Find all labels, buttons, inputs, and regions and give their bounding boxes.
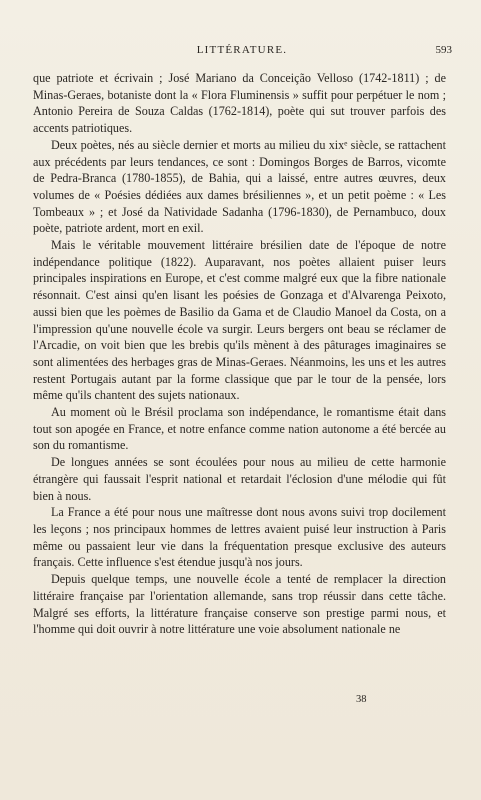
paragraph: Au moment où le Brésil proclama son indépendance, le romantisme était dans tout son apogée en France, et notre enfance comme nation autonome a été bercée au son du romantisme. (33, 405, 446, 453)
paragraph: Mais le véritable mouvement littéraire brésilien date de l'époque de notre indépendance politique (1822). Auparavant, nos poètes allaient puiser leurs principales inspirations en Europe, et c'est comme malgré eux que la fibre nationale résonnait. C'est ainsi qu'en lisant les poésies de Gonzaga et d'Alvarenga Peixoto, aussi bien que les poèmes de Basilio da Gama et de Claudio Manoel da Costa, on a l'impression qu'une nouvelle école va surgir. Leurs bergers ont beau se réclamer de l'Arcadie, on voit bien que les brebis qu'ils mènent à des pâturages imaginaires se sont alimentées des herbages gras de Minas-Geraes. Néanmoins, les uns et les autres restent Portugais autant par la forme classique que par le tour de la pensée, lors même qu'ils chantent des sujets nationaux. (33, 238, 446, 403)
page-header (32, 44, 452, 60)
page-number: 593 (435, 44, 452, 56)
paragraph: Depuis quelque temps, une nouvelle école a tenté de remplacer la direction littéraire française par l'orientation allemande, sans trop réussir dans cette tâche. Malgré ses efforts, la littérature française conserve son prestige parmi nous, et l'homme qui doit ouvrir à notre littérature une voie absolument nationale ne (33, 572, 446, 637)
paragraph: De longues années se sont écoulées pour nous au milieu de cette harmonie étrangère qui faussait l'esprit national et retardait l'éclosion d'une mélodie qui fût bien à nous. (33, 455, 446, 503)
paragraph: La France a été pour nous une maîtresse dont nous avons suivi trop docilement les leçons ; nos principaux hommes de lettres avaient puisé leur instruction à Paris même ou passaient leur vie dans la fréquentation presque exclusive des auteurs français. Cette influence s'est étendue jusqu'à nos jours. (33, 505, 446, 570)
signature-mark: 38 (356, 694, 367, 705)
page-body (33, 70, 446, 638)
running-head: LITTÉRATURE. (196, 44, 288, 56)
paragraph-continued: que patriote et écrivain ; José Mariano da Conceição Velloso (1742-1811) ; de Minas-Geraes, botaniste dont la « Flora Fluminensis » suffit pour perpétuer le nom ; Antonio Pereira de Souza Caldas (1762-1814), poète qui sut trouver parfois des accents patriotiques. (33, 71, 446, 136)
paragraph: Deux poètes, nés au siècle dernier et morts au milieu du xixᵉ siècle, se rattachent aux précédents par leurs tendances, ce sont : Domingos Borges de Barros, vicomte de Pedra-Branca (1780-1855), de Bahia, qui a laissé, entre autres œuvres, deux volumes de « Poésies dédiées aux dames brésiliennes », et un petit poème : « Les Tombeaux » ; et José da Natividade Sadanha (1796-1830), de Pernambuco, doux poète, patriote ardent, mort en exil. (33, 137, 446, 236)
